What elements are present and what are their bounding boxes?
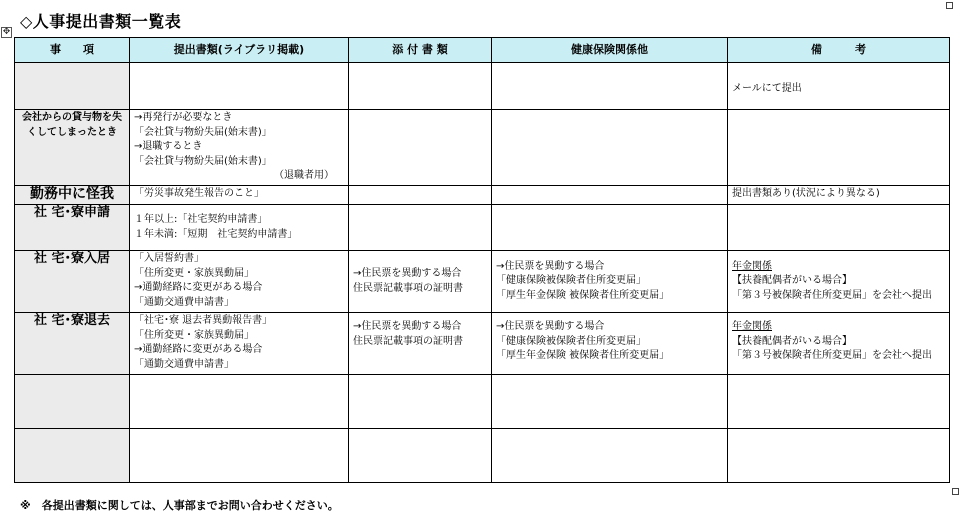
cell-item[interactable] (15, 375, 130, 429)
item-label: 社 宅･寮申請 (33, 205, 111, 220)
doc-line: →再発行が必要なとき (134, 112, 233, 123)
header-attachments: 添 付 書 類 (349, 38, 492, 63)
page-title: ◇人事提出書類一覧表 (20, 12, 182, 31)
doc-line: →通勤経路に変更がある場合 (134, 344, 263, 355)
health-line: →住民票を異動する場合 (496, 321, 605, 332)
cell-health[interactable] (492, 251, 728, 313)
cell-remarks[interactable] (728, 375, 950, 429)
doc-line: 「住所変更・家族異動届」 (134, 267, 254, 279)
attach-line: →住民票を異動する場合 (353, 321, 462, 332)
table-row (15, 375, 950, 429)
doc-line: 「入居誓約書」 (134, 253, 204, 264)
cell-remarks[interactable] (728, 251, 950, 313)
cell-item[interactable] (15, 110, 130, 186)
table-move-handle[interactable]: ✥ (2, 27, 11, 37)
attach-line: →住民票を異動する場合 (353, 268, 462, 279)
cell-item[interactable] (15, 251, 130, 313)
item-label: 会社からの貸与物を失くしてしまったとき (22, 112, 122, 138)
health-line: 「健康保険被保険者住所変更届」 (496, 275, 646, 287)
header-item: 事 項 (15, 38, 130, 63)
cell-documents[interactable] (130, 63, 349, 110)
item-label: 社 宅･寮入居 (33, 251, 111, 266)
cell-item[interactable] (15, 63, 130, 110)
cell-documents[interactable] (130, 429, 349, 483)
table-row (15, 429, 950, 483)
header-documents: 提出書類(ライブラリ掲載) (130, 38, 349, 63)
cell-attachments[interactable] (349, 205, 492, 251)
doc-line: 「会社貸与物紛失届(始末書)」 (134, 155, 272, 167)
health-line: →住民票を異動する場合 (496, 260, 605, 272)
cell-attachments[interactable] (349, 251, 492, 313)
header-row (15, 38, 950, 63)
cell-item[interactable] (15, 313, 130, 375)
doc-line: １年未満:「短期 社宅契約申請書」 (134, 228, 298, 240)
table-row (15, 205, 950, 251)
document-table (14, 37, 950, 483)
cell-remarks[interactable] (728, 429, 950, 483)
cell-documents[interactable] (130, 205, 349, 251)
resize-handle-bottom[interactable] (952, 488, 959, 495)
remark-line: 【扶養配偶者がいる場合】 (732, 275, 852, 287)
cell-health[interactable] (492, 205, 728, 251)
remark-line: 【扶養配偶者がいる場合】 (732, 335, 852, 347)
doc-line: １年以上:「社宅契約申請書」 (134, 214, 268, 225)
doc-line: 「会社貸与物紛失届(始末書)」 (134, 126, 272, 138)
doc-line: →退職するとき (134, 141, 203, 152)
cell-health[interactable] (492, 429, 728, 483)
cell-remarks[interactable] (728, 186, 950, 205)
cell-attachments[interactable] (349, 186, 492, 205)
cell-attachments[interactable] (349, 313, 492, 375)
table-row (15, 313, 950, 375)
remark-line: 「第３号被保険者住所変更届」を会社へ提出 (732, 289, 932, 301)
remark-line: メールにて提出 (732, 82, 802, 94)
cell-attachments[interactable] (349, 429, 492, 483)
cell-documents[interactable] (130, 313, 349, 375)
attach-line: 住民票記載事項の証明書 (353, 335, 463, 347)
resize-handle-top[interactable] (946, 2, 953, 9)
cell-attachments[interactable] (349, 63, 492, 110)
cell-attachments[interactable] (349, 110, 492, 186)
table-row (15, 251, 950, 313)
remark-line: 「第３号被保険者住所変更届」を会社へ提出 (732, 350, 932, 361)
table-row (15, 63, 950, 110)
health-line: 「厚生年金保険 被保険者住所変更届」 (496, 289, 670, 301)
footnote: ※ 各提出書類に関しては、人事部までお問い合わせください。 (20, 499, 339, 512)
cell-documents[interactable] (130, 110, 349, 186)
doc-line: 「通勤交通費申請書」 (134, 296, 234, 308)
item-label: 勤務中に怪我 (30, 186, 114, 202)
remark-line: 提出書類あり(状況により異なる) (732, 188, 880, 199)
cell-documents[interactable] (130, 186, 349, 205)
doc-line: 「通勤交通費申請書」 (134, 358, 234, 370)
doc-line: →通勤経路に変更がある場合 (134, 282, 263, 293)
cell-health[interactable] (492, 375, 728, 429)
item-label: 社 宅･寮退去 (33, 313, 111, 328)
doc-line: 「社宅･寮 退去者異動報告書」 (134, 315, 273, 326)
cell-health[interactable] (492, 63, 728, 110)
doc-line: （退職者用） (274, 170, 334, 181)
table-row (15, 186, 950, 205)
cell-remarks[interactable] (728, 110, 950, 186)
cell-attachments[interactable] (349, 375, 492, 429)
attach-line: 住民票記載事項の証明書 (353, 282, 463, 294)
cell-item[interactable] (15, 186, 130, 205)
cell-item[interactable] (15, 205, 130, 251)
cell-documents[interactable] (130, 375, 349, 429)
doc-line: 「住所変更・家族異動届」 (134, 329, 254, 341)
cell-item[interactable] (15, 429, 130, 483)
cell-health[interactable] (492, 313, 728, 375)
cell-health[interactable] (492, 110, 728, 186)
remark-line: 年金関係 (732, 321, 772, 332)
cell-health[interactable] (492, 186, 728, 205)
header-health-insurance: 健康保険関係他 (492, 38, 728, 63)
table-row (15, 110, 950, 186)
doc-line: 「労災事故発生報告のこと」 (134, 188, 264, 199)
health-line: 「健康保険被保険者住所変更届」 (496, 335, 646, 347)
cell-documents[interactable] (130, 251, 349, 313)
health-line: 「厚生年金保険 被保険者住所変更届」 (496, 350, 670, 361)
remark-line: 年金関係 (732, 260, 772, 272)
cell-remarks[interactable] (728, 205, 950, 251)
header-remarks: 備 考 (728, 38, 950, 63)
cell-remarks[interactable] (728, 63, 950, 110)
cell-remarks[interactable] (728, 313, 950, 375)
